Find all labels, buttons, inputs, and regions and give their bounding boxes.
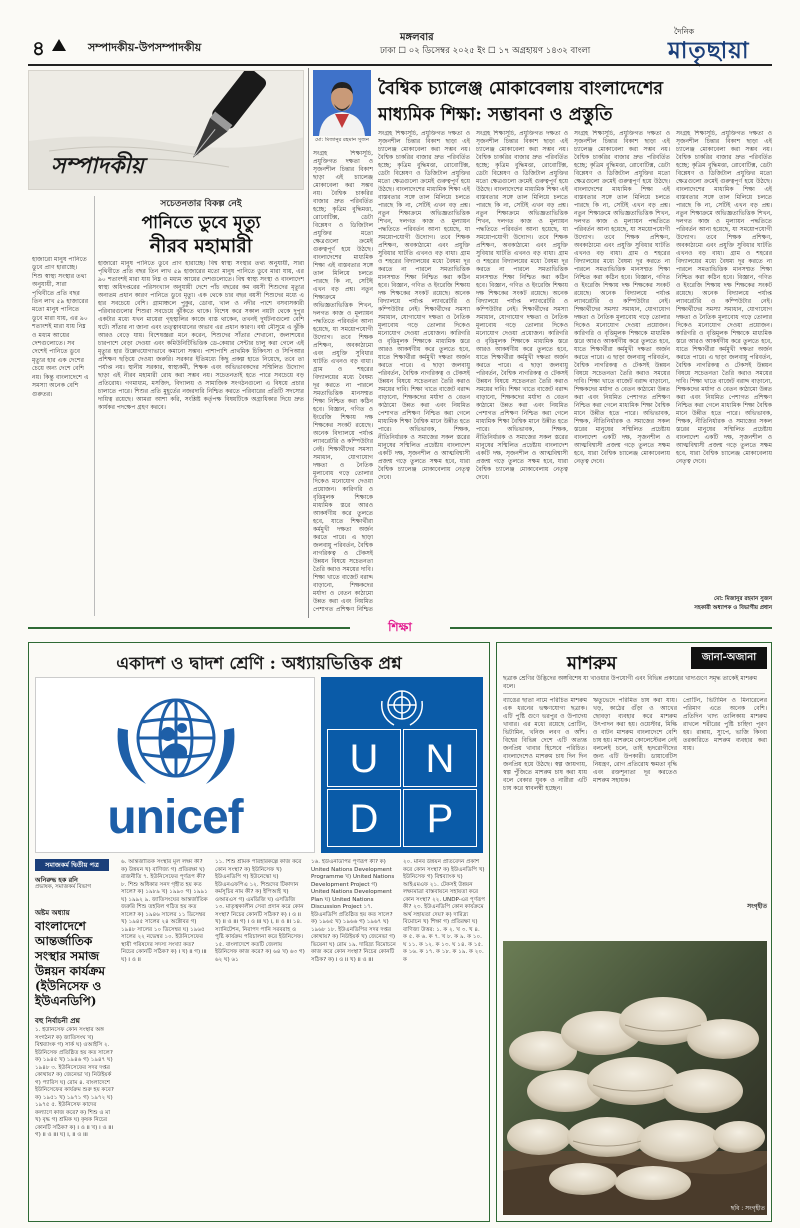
main-column-divider <box>308 68 309 618</box>
editorial-headline-2: নীরব মহামারী <box>149 235 253 257</box>
mushroom-tag: জানা-অজানা <box>691 647 767 669</box>
mcq-column-5: ২০. মানব উন্নয়ন প্রতিবেদন প্রকাশ করে কোন সংস্থা? ক) ইউএনডিপি খ) ইউনিসেফ গ) বিশ্বব্যাংক ঘ) আইএমএফ ২১. টেকসই উন্নয়ন লক্ষ্যমাত্রা বাস্তবায়নে সহায়তা করে কোন সংস্থা? ২২. UNDP-এর পূর্ণরূপ কী? ২৩. ইউএনডিপি কোন কার্যক্রমে অর্থ সহায়তা দেয়? ক) দারিদ্র্য বিমোচন খ) শিক্ষা গ) প্রতিরক্ষা ঘ) বাণিজ্য উত্তর: ১. ক ২. খ ৩. খ ৪. ক ৫. ক ৬. ক ৭. খ ৮. ক ৯. ক ১০. ঘ ১১. ক ১২. ক ১৩. ঘ ১৪. ক ১৫. ক ১৬. ক ১৭. ক ১৮. ক ১৯. ক ২০. ক <box>403 859 485 963</box>
section-name: সম্পাদকীয়-উপসম্পাদকীয় <box>88 41 202 54</box>
mushroom-column-2: ঋতুভেদে পরিমিত চাষ করা যায়। খড়, কাঠের গুঁড়া ও আখের ছোবড়া ব্যবহার করে মাশরুম উৎপাদন করা হয়। ওয়েস্টার, মিল্কি ও বাটন মাশরুম বাংলাদেশে বেশি চাষ হয়। মাশরুমে কোলেস্টেরল নেই বললেই চলে, তাই হৃদরোগীদের জন্য এটি উপকারী। ডায়াবেটিস নিয়ন্ত্রণ, রোগ প্রতিরোধ ক্ষমতা বৃদ্ধি এবং রক্তশূন্যতা দূর করতেও মাশরুম সহায়ক। <box>593 697 677 784</box>
mcq-label: বহু নির্বাচনী প্রশ্ন <box>35 1017 80 1025</box>
mushroom-photo-credit: ছবি : সংগৃহীত <box>730 1205 765 1212</box>
masthead-small: দৈনিক <box>674 27 695 36</box>
mcq-column-2: ৬. আন্তর্জাতিক সংস্থার মূল লক্ষ্য কী? ক) উন্নয়ন খ) বাণিজ্য গ) প্রতিরক্ষা ঘ) রাজনীতি ৭. ইউনিসেফের পূর্ণরূপ কী? ৮. শিশু অধিকার সনদ গৃহীত হয় কত সালে? ক) ১৯৮৯ খ) ১৯৯০ গ) ১৯৯১ ঘ) ১৯৯২ ৯. জাতিসংঘের আন্তর্জাতিক জরুরি শিশু তহবিল গঠিত হয় কত সালে? ক) ১৯৪৬ সালের ১১ ডিসেম্বর খ) ১৯৪৫ সালের ২৪ অক্টোবর গ) ১৯৪৮ সালের ১০ ডিসেম্বর ঘ) ১৯৬৫ সালের ২২ নভেম্বর ১০. ইউনিসেফের স্থায়ী পরিষদের সদস্য সংখ্যা কত? নিচের কোনটি সঠিক? ক) i খ) ii গ) iii ঘ) i ও ii <box>121 859 208 963</box>
editorial-label: সম্পাদকীয় <box>51 153 144 179</box>
mcq-column-1: ১. ইউনিসেফ কোন সংস্থার অঙ্গ সংগঠন? ক) জাতিসংঘ খ) বিশ্বব্যাংক গ) সার্ক ঘ) ওআইসি ২. ইউনিসেফ প্রতিষ্ঠিত হয় কত সালে? ক) ১৯৪৫ খ) ১৯৪৬ গ) ১৯৪৭ ঘ) ১৯৪৮ ৩. ইউনিসেফের সদর দপ্তর কোথায়? ক) জেনেভা খ) নিউইয়র্ক গ) প্যারিস ঘ) রোম ৪. বাংলাদেশে ইউনিসেফের কার্যক্রম শুরু হয় কবে? ক) ১৯৫১ খ) ১৯৭১ গ) ১৯৭২ ঘ) ১৯৭৫ ৫. ইউনিসেফ কাদের কল্যাণে কাজ করে? ক) শিশু ও মা খ) বৃদ্ধ গ) শ্রমিক ঘ) কৃষক নিচের কোনটি সঠিক? ক) i ও ii খ) i ও iii গ) ii ও iii ঘ) i, ii ও iii <box>35 1027 114 1138</box>
article-headline-2: মাধ্যমিক শিক্ষা: সম্ভাবনা ও প্রস্তুতি <box>378 105 613 125</box>
mushroom-title: মাশরুম <box>567 653 617 674</box>
education-section-label: শিক্ষা <box>354 619 446 637</box>
article-body-col3: সংগ্রহ শিক্ষাসূচি, প্রযুক্তিগত দক্ষতা ও সৃজনশীল চিন্তার বিকাশ ছাড়া এই চ্যালেঞ্জ মোকাবেলা করা সম্ভব নয়। বৈশ্বিক চাকরির বাজার দ্রুত পরিবর্তিত হচ্ছে; কৃত্রিম বুদ্ধিমত্তা, রোবোটিক্স, ডেটা বিশ্লেষণ ও ডিজিটাল প্রযুক্তির মতো ক্ষেত্রগুলো ক্রমেই গুরুত্বপূর্ণ হয়ে উঠছে। বাংলাদেশের মাধ্যমিক শিক্ষা এই বাস্তবতার সঙ্গে তাল মিলিয়ে চলতে পারছে কি না, সেটিই এখন বড় প্রশ্ন। নতুন শিক্ষাক্রমে অভিজ্ঞতাভিত্তিক শিখন, দলগত কাজ ও মূল্যায়ন পদ্ধতিতে পরিবর্তন আনা হয়েছে, যা সময়োপযোগী উদ্যোগ। তবে শিক্ষক প্রশিক্ষণ, অবকাঠামো এবং প্রযুক্তি সুবিধার ঘাটতি এখনও বড় বাধা। গ্রাম ও শহরের বিদ্যালয়ের মধ্যে বৈষম্য দূর করতে না পারলে সমতাভিত্তিক মানসম্মত শিক্ষা নিশ্চিত করা কঠিন হবে। বিজ্ঞান, গণিত ও ইংরেজি শিক্ষায় দক্ষ শিক্ষকের সংকট রয়েছে। অনেক বিদ্যালয়ে পর্যাপ্ত ল্যাবরেটরি ও কম্পিউটার নেই। শিক্ষার্থীদের সমস্যা সমাধান, যোগাযোগ দক্ষতা ও নৈতিক মূল্যবোধ গড়ে তোলার দিকেও মনোযোগ দেওয়া প্রয়োজন। কারিগরি ও বৃত্তিমূলক শিক্ষাকে মাধ্যমিক স্তরে আরও আকর্ষণীয় করে তুলতে হবে, যাতে শিক্ষার্থীরা কর্মমুখী দক্ষতা অর্জন করতে পারে। এ ছাড়া জলবায়ু পরিবর্তন, বৈশ্বিক নাগরিকত্ব ও টেকসই উন্নয়ন বিষয়ে সচেতনতা তৈরি করাও সময়ের দাবি। শিক্ষা খাতে বাজেট বরাদ্দ বাড়ানো, শিক্ষকদের মর্যাদা ও বেতন কাঠামো উন্নত করা এবং নিয়মিত পেশাগত প্রশিক্ষণ নিশ্চিত করা গেলে মাধ্যমিক শিক্ষা বৈশ্বিক মানে উন্নীত হতে পারে। অভিভাবক, শিক্ষক, নীতিনির্ধারক ও সমাজের সকল স্তরের মানুষের সম্মিলিত প্রচেষ্টায় বাংলাদেশ একটি দক্ষ, সৃজনশীল ও আত্মবিশ্বাসী প্রজন্ম গড়ে তুলতে সক্ষম হবে, যারা বৈশ্বিক চ্যালেঞ্জ মোকাবেলায় নেতৃত্ব দেবে। <box>574 130 670 465</box>
editorial-banner <box>28 70 304 190</box>
author-caption: মো: মিজানুর রহমান সুজন <box>315 137 369 143</box>
teacher-name: অনিরুদ্ধ হক রনি <box>35 876 78 884</box>
oyster-mushroom-image <box>503 941 767 1215</box>
mcq-column-3: ১১. শিশু শ্রমিক পরিহারকল্পে কাজ করে কোন সংস্থা? ক) ইউনিসেফ খ) ইউএনডিপি গ) ইউনেস্কো ঘ) ইউএনএফপিএ ১২. শিশুদের টিকাদান কর্মসূচির নাম কী? ক) ইপিআই খ) ওআরএস গ) এমডিজি ঘ) এসডিজি ১৩. মাতৃত্বকালীন সেবা প্রদান করে কোন সংস্থা? নিচের কোনটি সঠিক? ক) i ও ii খ) ii ও iii গ) i ও iii ঘ) i, ii ও iii ১৪. স্যানিটেশন, নিরাপদ পানি সরবরাহ ও পুষ্টি কার্যক্রম পরিচালনা করে ইউনিসেফ। ১৫. বাংলাদেশে কতটি জেলায় ইউনিসেফ কাজ করে? ক) ৬৪ খ) ৬৩ গ) ৬২ ঘ) ৬১ <box>215 859 305 963</box>
article-body-col2: সংগ্রহ শিক্ষাসূচি, প্রযুক্তিগত দক্ষতা ও সৃজনশীল চিন্তার বিকাশ ছাড়া এই চ্যালেঞ্জ মোকাবেলা করা সম্ভব নয়। বৈশ্বিক চাকরির বাজার দ্রুত পরিবর্তিত হচ্ছে; কৃত্রিম বুদ্ধিমত্তা, রোবোটিক্স, ডেটা বিশ্লেষণ ও ডিজিটাল প্রযুক্তির মতো ক্ষেত্রগুলো ক্রমেই গুরুত্বপূর্ণ হয়ে উঠছে। বাংলাদেশের মাধ্যমিক শিক্ষা এই বাস্তবতার সঙ্গে তাল মিলিয়ে চলতে পারছে কি না, সেটিই এখন বড় প্রশ্ন। নতুন শিক্ষাক্রমে অভিজ্ঞতাভিত্তিক শিখন, দলগত কাজ ও মূল্যায়ন পদ্ধতিতে পরিবর্তন আনা হয়েছে, যা সময়োপযোগী উদ্যোগ। তবে শিক্ষক প্রশিক্ষণ, অবকাঠামো এবং প্রযুক্তি সুবিধার ঘাটতি এখনও বড় বাধা। গ্রাম ও শহরের বিদ্যালয়ের মধ্যে বৈষম্য দূর করতে না পারলে সমতাভিত্তিক মানসম্মত শিক্ষা নিশ্চিত করা কঠিন হবে। বিজ্ঞান, গণিত ও ইংরেজি শিক্ষায় দক্ষ শিক্ষকের সংকট রয়েছে। অনেক বিদ্যালয়ে পর্যাপ্ত ল্যাবরেটরি ও কম্পিউটার নেই। শিক্ষার্থীদের সমস্যা সমাধান, যোগাযোগ দক্ষতা ও নৈতিক মূল্যবোধ গড়ে তোলার দিকেও মনোযোগ দেওয়া প্রয়োজন। কারিগরি ও বৃত্তিমূলক শিক্ষাকে মাধ্যমিক স্তরে আরও আকর্ষণীয় করে তুলতে হবে, যাতে শিক্ষার্থীরা কর্মমুখী দক্ষতা অর্জন করতে পারে। এ ছাড়া জলবায়ু পরিবর্তন, বৈশ্বিক নাগরিকত্ব ও টেকসই উন্নয়ন বিষয়ে সচেতনতা তৈরি করাও সময়ের দাবি। শিক্ষা খাতে বাজেট বরাদ্দ বাড়ানো, শিক্ষকদের মর্যাদা ও বেতন কাঠামো উন্নত করা এবং নিয়মিত পেশাগত প্রশিক্ষণ নিশ্চিত করা গেলে মাধ্যমিক শিক্ষা বৈশ্বিক মানে উন্নীত হতে পারে। অভিভাবক, শিক্ষক, নীতিনির্ধারক ও সমাজের সকল স্তরের মানুষের সম্মিলিত প্রচেষ্টায় বাংলাদেশ একটি দক্ষ, সৃজনশীল ও আত্মবিশ্বাসী প্রজন্ম গড়ে তুলতে সক্ষম হবে, যারা বৈশ্বিক চ্যালেঞ্জ মোকাবেলায় নেতৃত্ব দেবে। <box>476 130 568 481</box>
day-label: মঙ্গলবার <box>400 32 434 43</box>
article-headline-1: বৈশ্বিক চ্যালেঞ্জ মোকাবেলায় বাংলাদেশের <box>378 79 664 99</box>
chapter-label: অষ্টম অধ্যায় <box>35 909 70 917</box>
mushroom-box <box>496 642 772 1222</box>
unicef-emblem-icon <box>106 688 246 790</box>
author-photo <box>313 70 371 136</box>
education-rule-left <box>28 627 350 629</box>
undp-letter-n: N <box>403 729 477 787</box>
editorial-body: হাজারো মানুষ পানিতে ডুবে প্রাণ হারাচ্ছে। বিশ্ব স্বাস্থ্য সংস্থার তথ্য অনুযায়ী, সারা পৃথিবীতে প্রতি বছর তিন লাখ ৫৯ হাজারের মতো মানুষ পানিতে ডুবে মারা যায়, এর ৯০ শতাংশই মারা যায় নিম্ন ও মধ্যম আয়ের দেশগুলোতে। বিশ্ব স্বাস্থ্য সংস্থা ও বাংলাদেশ স্বাস্থ্য অধিদপ্তরের পরিসংখ্যান অনুযায়ী দেশে পাঁচ বছরের কম বয়সী শিশুদের মৃত্যুর অন্যতম প্রধান কারণ পানিতে ডুবে মৃত্যু। এক থেকে চার বছর বয়সী শিশুদের মধ্যে এ হার সবচেয়ে বেশি। গ্রামাঞ্চলে পুকুর, ডোবা, খাল ও নদীর পাশে বসবাসকারী পরিবারগুলোর শিশুরা সবচেয়ে ঝুঁকিতে থাকে। বিশেষ করে সকাল নয়টা থেকে দুপুর একটার মধ্যে যখন মায়েরা গৃহস্থালির কাজে ব্যস্ত থাকেন, তখনই দুর্ঘটনাগুলো বেশি ঘটে। সাঁতার না জানা এবং তত্ত্বাবধানের অভাব এর প্রধান কারণ। বর্ষা মৌসুমে এ ঝুঁকি আরও বেড়ে যায়। বিশেষজ্ঞরা মনে করেন, শিশুদের সাঁতার শেখানো, জলাশয়ের চারপাশে বেড়া দেওয়া এবং কমিউনিটিভিত্তিক ডে-কেয়ার সেন্টার চালু করা গেলে এই মৃত্যুর হার উল্লেখযোগ্যভাবে কমানো সম্ভব। পাশাপাশি প্রাথমিক চিকিৎসা ও সিপিআর প্রশিক্ষণ ছড়িয়ে দেওয়া জরুরি। সরকার ইতিমধ্যে কিছু প্রকল্প হাতে নিয়েছে, তবে তা পর্যাপ্ত নয়। স্থানীয় সরকার, স্বাস্থ্যকর্মী, শিক্ষক এবং অভিভাবকদের সম্মিলিত উদ্যোগ ছাড়া এই নীরব মহামারী রোধ করা সম্ভব নয়। সচেতনতাই হতে পারে সবচেয়ে বড় প্রতিরোধ। গণমাধ্যম, মসজিদ, বিদ্যালয় ও সামাজিক সংগঠনগুলো এ বিষয়ে প্রচার চালাতে পারে। শিশুর প্রতি মুহূর্তের নজরদারি নিশ্চিত করতে পরিবারের প্রতিটি সদস্যের দায়িত্ব রয়েছে। আমরা আশা করি, সংশ্লিষ্ট কর্তৃপক্ষ বিষয়টিকে অগ্রাধিকার দিয়ে দ্রুত কার্যকর পদক্ষেপ গ্রহণ করবে। <box>98 260 304 411</box>
education-box <box>28 642 490 1222</box>
article-byline-name: মো: মিজানুর রহমান সুজন <box>714 596 772 602</box>
mushroom-credit: সংগৃহীত <box>747 903 767 910</box>
article-body-col0: সংগ্রহ শিক্ষাসূচি, প্রযুক্তিগত দক্ষতা ও সৃজনশীল চিন্তার বিকাশ ছাড়া এই চ্যালেঞ্জ মোকাবেলা করা সম্ভব নয়। বৈশ্বিক চাকরির বাজার দ্রুত পরিবর্তিত হচ্ছে; কৃত্রিম বুদ্ধিমত্তা, রোবোটিক্স, ডেটা বিশ্লেষণ ও ডিজিটাল প্রযুক্তির মতো ক্ষেত্রগুলো ক্রমেই গুরুত্বপূর্ণ হয়ে উঠছে। বাংলাদেশের মাধ্যমিক শিক্ষা এই বাস্তবতার সঙ্গে তাল মিলিয়ে চলতে পারছে কি না, সেটিই এখন বড় প্রশ্ন। নতুন শিক্ষাক্রমে অভিজ্ঞতাভিত্তিক শিখন, দলগত কাজ ও মূল্যায়ন পদ্ধতিতে পরিবর্তন আনা হয়েছে, যা সময়োপযোগী উদ্যোগ। তবে শিক্ষক প্রশিক্ষণ, অবকাঠামো এবং প্রযুক্তি সুবিধার ঘাটতি এখনও বড় বাধা। গ্রাম ও শহরের বিদ্যালয়ের মধ্যে বৈষম্য দূর করতে না পারলে সমতাভিত্তিক মানসম্মত শিক্ষা নিশ্চিত করা কঠিন হবে। বিজ্ঞান, গণিত ও ইংরেজি শিক্ষায় দক্ষ শিক্ষকের সংকট রয়েছে। অনেক বিদ্যালয়ে পর্যাপ্ত ল্যাবরেটরি ও কম্পিউটার নেই। শিক্ষার্থীদের সমস্যা সমাধান, যোগাযোগ দক্ষতা ও নৈতিক মূল্যবোধ গড়ে তোলার দিকেও মনোযোগ দেওয়া প্রয়োজন। কারিগরি ও বৃত্তিমূলক শিক্ষাকে মাধ্যমিক স্তরে আরও আকর্ষণীয় করে তুলতে হবে, যাতে শিক্ষার্থীরা কর্মমুখী দক্ষতা অর্জন করতে পারে। এ ছাড়া জলবায়ু পরিবর্তন, বৈশ্বিক নাগরিকত্ব ও টেকসই উন্নয়ন বিষয়ে সচেতনতা তৈরি করাও সময়ের দাবি। শিক্ষা খাতে বাজেট বরাদ্দ বাড়ানো, শিক্ষকদের মর্যাদা ও বেতন কাঠামো উন্নত করা এবং নিয়মিত পেশাগত প্রশিক্ষণ নিশ্চিত <box>313 150 373 613</box>
education-title: একাদশ ও দ্বাদশ শ্রেণি : অধ্যায়ভিত্তিক প্রশ্ন <box>116 654 402 674</box>
article-body-col4: সংগ্রহ শিক্ষাসূচি, প্রযুক্তিগত দক্ষতা ও সৃজনশীল চিন্তার বিকাশ ছাড়া এই চ্যালেঞ্জ মোকাবেলা করা সম্ভব নয়। বৈশ্বিক চাকরির বাজার দ্রুত পরিবর্তিত হচ্ছে; কৃত্রিম বুদ্ধিমত্তা, রোবোটিক্স, ডেটা বিশ্লেষণ ও ডিজিটাল প্রযুক্তির মতো ক্ষেত্রগুলো ক্রমেই গুরুত্বপূর্ণ হয়ে উঠছে। বাংলাদেশের মাধ্যমিক শিক্ষা এই বাস্তবতার সঙ্গে তাল মিলিয়ে চলতে পারছে কি না, সেটিই এখন বড় প্রশ্ন। নতুন শিক্ষাক্রমে অভিজ্ঞতাভিত্তিক শিখন, দলগত কাজ ও মূল্যায়ন পদ্ধতিতে পরিবর্তন আনা হয়েছে, যা সময়োপযোগী উদ্যোগ। তবে শিক্ষক প্রশিক্ষণ, অবকাঠামো এবং প্রযুক্তি সুবিধার ঘাটতি এখনও বড় বাধা। গ্রাম ও শহরের বিদ্যালয়ের মধ্যে বৈষম্য দূর করতে না পারলে সমতাভিত্তিক মানসম্মত শিক্ষা নিশ্চিত করা কঠিন হবে। বিজ্ঞান, গণিত ও ইংরেজি শিক্ষায় দক্ষ শিক্ষকের সংকট রয়েছে। অনেক বিদ্যালয়ে পর্যাপ্ত ল্যাবরেটরি ও কম্পিউটার নেই। শিক্ষার্থীদের সমস্যা সমাধান, যোগাযোগ দক্ষতা ও নৈতিক মূল্যবোধ গড়ে তোলার দিকেও মনোযোগ দেওয়া প্রয়োজন। কারিগরি ও বৃত্তিমূলক শিক্ষাকে মাধ্যমিক স্তরে আরও আকর্ষণীয় করে তুলতে হবে, যাতে শিক্ষার্থীরা কর্মমুখী দক্ষতা অর্জন করতে পারে। এ ছাড়া জলবায়ু পরিবর্তন, বৈশ্বিক নাগরিকত্ব ও টেকসই উন্নয়ন বিষয়ে সচেতনতা তৈরি করাও সময়ের দাবি। শিক্ষা খাতে বাজেট বরাদ্দ বাড়ানো, শিক্ষকদের মর্যাদা ও বেতন কাঠামো উন্নত করা এবং নিয়মিত পেশাগত প্রশিক্ষণ নিশ্চিত করা গেলে মাধ্যমিক শিক্ষা বৈশ্বিক মানে উন্নীত হতে পারে। অভিভাবক, শিক্ষক, নীতিনির্ধারক ও সমাজের সকল স্তরের মানুষের সম্মিলিত প্রচেষ্টায় বাংলাদেশ একটি দক্ষ, সৃজনশীল ও আত্মবিশ্বাসী প্রজন্ম গড়ে তুলতে সক্ষম হবে, যারা বৈশ্বিক চ্যালেঞ্জ মোকাবেলায় নেতৃত্ব দেবে। <box>676 130 772 465</box>
header-rule <box>28 64 772 66</box>
undp-logo <box>321 677 483 853</box>
article-body-col1: সংগ্রহ শিক্ষাসূচি, প্রযুক্তিগত দক্ষতা ও সৃজনশীল চিন্তার বিকাশ ছাড়া এই চ্যালেঞ্জ মোকাবেলা করা সম্ভব নয়। বৈশ্বিক চাকরির বাজার দ্রুত পরিবর্তিত হচ্ছে; কৃত্রিম বুদ্ধিমত্তা, রোবোটিক্স, ডেটা বিশ্লেষণ ও ডিজিটাল প্রযুক্তির মতো ক্ষেত্রগুলো ক্রমেই গুরুত্বপূর্ণ হয়ে উঠছে। বাংলাদেশের মাধ্যমিক শিক্ষা এই বাস্তবতার সঙ্গে তাল মিলিয়ে চলতে পারছে কি না, সেটিই এখন বড় প্রশ্ন। নতুন শিক্ষাক্রমে অভিজ্ঞতাভিত্তিক শিখন, দলগত কাজ ও মূল্যায়ন পদ্ধতিতে পরিবর্তন আনা হয়েছে, যা সময়োপযোগী উদ্যোগ। তবে শিক্ষক প্রশিক্ষণ, অবকাঠামো এবং প্রযুক্তি সুবিধার ঘাটতি এখনও বড় বাধা। গ্রাম ও শহরের বিদ্যালয়ের মধ্যে বৈষম্য দূর করতে না পারলে সমতাভিত্তিক মানসম্মত শিক্ষা নিশ্চিত করা কঠিন হবে। বিজ্ঞান, গণিত ও ইংরেজি শিক্ষায় দক্ষ শিক্ষকের সংকট রয়েছে। অনেক বিদ্যালয়ে পর্যাপ্ত ল্যাবরেটরি ও কম্পিউটার নেই। শিক্ষার্থীদের সমস্যা সমাধান, যোগাযোগ দক্ষতা ও নৈতিক মূল্যবোধ গড়ে তোলার দিকেও মনোযোগ দেওয়া প্রয়োজন। কারিগরি ও বৃত্তিমূলক শিক্ষাকে মাধ্যমিক স্তরে আরও আকর্ষণীয় করে তুলতে হবে, যাতে শিক্ষার্থীরা কর্মমুখী দক্ষতা অর্জন করতে পারে। এ ছাড়া জলবায়ু পরিবর্তন, বৈশ্বিক নাগরিকত্ব ও টেকসই উন্নয়ন বিষয়ে সচেতনতা তৈরি করাও সময়ের দাবি। শিক্ষা খাতে বাজেট বরাদ্দ বাড়ানো, শিক্ষকদের মর্যাদা ও বেতন কাঠামো উন্নত করা এবং নিয়মিত পেশাগত প্রশিক্ষণ নিশ্চিত করা গেলে মাধ্যমিক শিক্ষা বৈশ্বিক মানে উন্নীত হতে পারে। অভিভাবক, শিক্ষক, নীতিনির্ধারক ও সমাজের সকল স্তরের মানুষের সম্মিলিত প্রচেষ্টায় বাংলাদেশ একটি দক্ষ, সৃজনশীল ও আত্মবিশ্বাসী প্রজন্ম গড়ে তুলতে সক্ষম হবে, যারা বৈশ্বিক চ্যালেঞ্জ মোকাবেলায় নেতৃত্ব দেবে। <box>378 130 470 481</box>
teacher-title: প্রভাষক, সমাজকর্ম বিভাগ <box>35 884 91 890</box>
editorial-headline-1: পানিতে ডুবে মৃত্যু <box>141 213 261 233</box>
mushroom-photo <box>503 941 767 1215</box>
mushroom-intro: ছত্রাক শ্রেণির উদ্ভিদের অঙ্গবিশেষ যা খাওয়ার উপযোগী এবং বিভিন্ন প্রকারের খাদ্যগুণে সমৃদ্ধ তাকেই মাশরুম বলে। <box>503 675 765 694</box>
article-byline-title: সহকারী অধ্যাপক ও বিভাগীয় প্রধান <box>694 605 772 611</box>
masthead-logo: মাতৃছায়া <box>668 37 750 64</box>
unicef-wordmark: unicef <box>107 791 243 844</box>
undp-grid <box>327 729 477 849</box>
mushroom-column-1: ব্যাঙের ছাতা নামে পরিচিত মাশরুম এক ধরনের ভক্ষণযোগ্য ছত্রাক। এটি পুষ্টি গুণে ভরপুর ও উপাদেয় খাবার। এর মধ্যে রয়েছে প্রোটিন, ভিটামিন, খনিজ লবণ ও আঁশ। বিশ্বের বিভিন্ন দেশে এটি অত্যন্ত জনপ্রিয় খাবার হিসেবে পরিচিত। বাংলাদেশেও মাশরুম চাষ দিন দিন জনপ্রিয় হয়ে উঠছে। স্বল্প জায়গায়, স্বল্প পুঁজিতে মাশরুম চাষ করা যায় বলে বেকার যুবক ও নারীরা এটি চাষ করে স্বাবলম্বী হচ্ছেন। <box>503 697 587 792</box>
undp-un-emblem-icon <box>376 683 428 727</box>
mushroom-column-3: প্রোটিন, ভিটামিন ও মিনারেলের পরিমাণ এতে অনেক বেশি। প্রতিদিন খাদ্য তালিকায় মাশরুম রাখলে শরীরের পুষ্টি চাহিদা পূরণ হয়। রান্নায়, স্যুপে, ভাজি কিংবা তরকারিতে মাশরুম ব্যবহার করা যায়। <box>683 697 767 752</box>
subject-tag: সমাজকর্ম দ্বিতীয় পত্র <box>35 859 109 871</box>
page-header <box>28 10 772 68</box>
mcq-column-4: ১৬. ইউএনডিপির পূর্ণরূপ কী? ক) United Nations Development Programme খ) United Nations Development Project গ) United Nations Development Plan ঘ) United Nations Discussion Project ১৭. ইউএনডিপি প্রতিষ্ঠিত হয় কত সালে? ক) ১৯৬৫ খ) ১৯৬৬ গ) ১৯৬৭ ঘ) ১৯৬৮ ১৮. ইউএনডিপির সদর দপ্তর কোথায়? ক) নিউইয়র্ক খ) জেনেভা গ) ভিয়েনা ঘ) রোম ১৯. দারিদ্র্য বিমোচনে কাজ করে কোন সংস্থা? নিচের কোনটি সঠিক? ক) i ও ii খ) ii ও iii <box>311 859 396 963</box>
editorial-side-column: হাজারো মানুষ পানিতে ডুবে প্রাণ হারাচ্ছে। শিশু স্বাস্থ্য সংস্থার তথ্য অনুযায়ী, সারা পৃথিবীতে প্রতি বছর তিন লাখ ৫৯ হাজারের মতো মানুষ পানিতে ডুবে মারা যায়, এর ৯০ শতাংশই মারা যায় নিম্ন ও মধ্যম আয়ের দেশগুলোতে। সব দেশেই পানিতে ডুবে মৃত্যুর হার এক দেশের চেয়ে অন্য দেশে বেশি নয়। কিন্তু বাংলাদেশে এ সমস্যা অনেক বেশি গুরুতর। <box>32 256 89 398</box>
page-number: ৪ <box>32 36 45 60</box>
undp-letter-p: P <box>403 789 477 847</box>
education-rule-right <box>450 627 772 629</box>
chapter-title: বাংলাদেশে আন্তর্জাতিক সংস্থার সমাজ উন্নয়ন কার্যক্রম (ইউনিসেফ ও ইউএনডিপি) <box>35 919 106 1008</box>
undp-letter-d: D <box>327 789 401 847</box>
editorial-column-divider <box>94 196 95 616</box>
page-number-triangle-icon <box>52 39 66 51</box>
date-line: ঢাকা ☐ ০২ ডিসেম্বর ২০২৫ ইং ☐ ১৭ অগ্রহায়ণ ১৪৩২ বাংলা <box>380 46 591 56</box>
editorial-kicker: সচেতনতার বিকল্প নেই <box>160 199 242 209</box>
undp-letter-u: U <box>327 729 401 787</box>
author-portrait-icon <box>313 70 371 136</box>
unicef-logo <box>35 677 315 853</box>
